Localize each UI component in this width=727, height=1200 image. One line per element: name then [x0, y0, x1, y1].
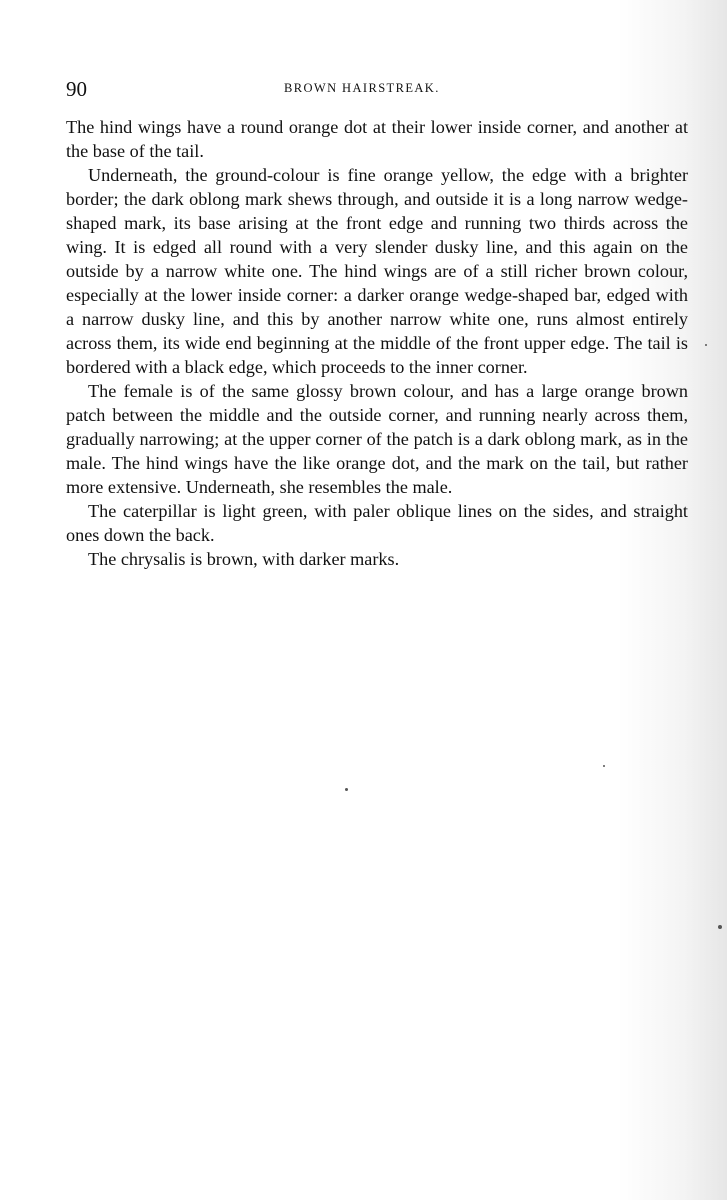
paragraph-chrysalis: The chrysalis is brown, with darker marks. — [88, 549, 400, 569]
page-header — [66, 78, 686, 104]
paper-speck — [718, 925, 722, 929]
paragraph-female: The female is of the same glossy brown colour, and has a large orange brown patch between the middle and the outside corner, and running nearly across them, gradually narrowing; at the upper corner of the patch is a dark oblong mark, as in the male. The hind wings have the like orange dot, and the mark on the tail, but rather more extensive. Underneath, she resembles the male. — [66, 381, 688, 497]
paper-speck — [705, 344, 707, 346]
running-head: BROWN HAIRSTREAK. — [284, 81, 440, 95]
page-number: 90 — [66, 77, 87, 101]
body-text — [66, 115, 688, 571]
paragraph-underneath: Underneath, the ground-colour is fine orange yellow, the edge with a brighter border; the dark oblong mark shews through, and outside it is a long narrow wedge-shaped mark, its base arising at the front edge and running two thirds across the wing. It is edged all round with a very slender dusky line, and this again on the outside by a narrow white one. The hind wings are of a still richer brown colour, especially at the lower inside corner: a darker orange wedge-shaped bar, edged with a narrow dusky line, and this by another narrow white one, runs almost entirely across them, its wide end beginning at the middle of the front upper edge. The tail is bordered with a black edge, which proceeds to the inner corner. — [66, 165, 688, 377]
paper-speck — [603, 765, 605, 767]
paper-speck — [345, 788, 348, 791]
paragraph-hind-wings: The hind wings have a round orange dot at their lower inside corner, and another at the base of the tail. — [66, 117, 688, 161]
paragraph-caterpillar: The caterpillar is light green, with paler oblique lines on the sides, and straight ones down the back. — [66, 501, 688, 545]
